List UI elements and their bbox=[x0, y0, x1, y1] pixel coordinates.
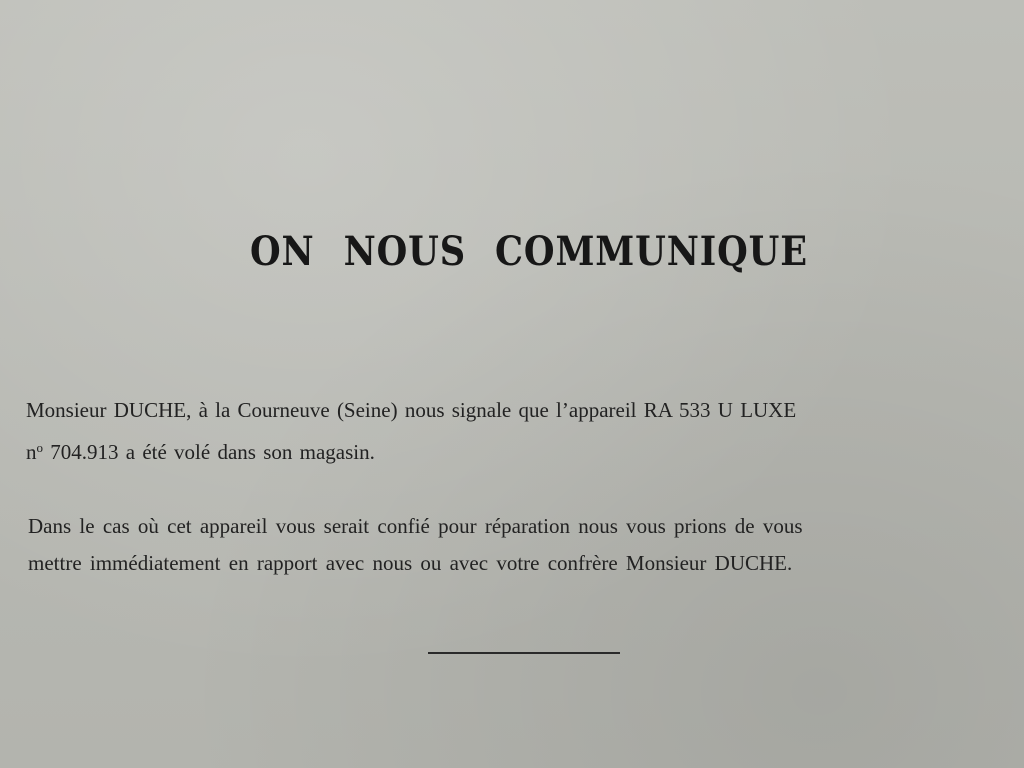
closing-rule bbox=[428, 652, 620, 654]
request-paragraph bbox=[28, 508, 803, 582]
notice-paragraph bbox=[26, 392, 796, 471]
number-superscript: o bbox=[36, 440, 43, 455]
notice-line-2 bbox=[26, 429, 796, 471]
number-prefix: n bbox=[26, 440, 37, 464]
notice-line-2-text: 704.913 a été volé dans son magasin. bbox=[43, 440, 375, 464]
request-line-2: mettre immédiatement en rapport avec nous ou avec votre confrère Monsieur DUCHE. bbox=[28, 551, 793, 575]
request-line-1: Dans le cas où cet appareil vous serait confié pour réparation nous vous prions de vous bbox=[28, 514, 803, 538]
notice-line-1: Monsieur DUCHE, à la Courneuve (Seine) nous signale que l’appareil RA 533 U LUXE bbox=[26, 398, 797, 422]
page-title: ON NOUS COMMUNIQUE bbox=[250, 228, 808, 275]
